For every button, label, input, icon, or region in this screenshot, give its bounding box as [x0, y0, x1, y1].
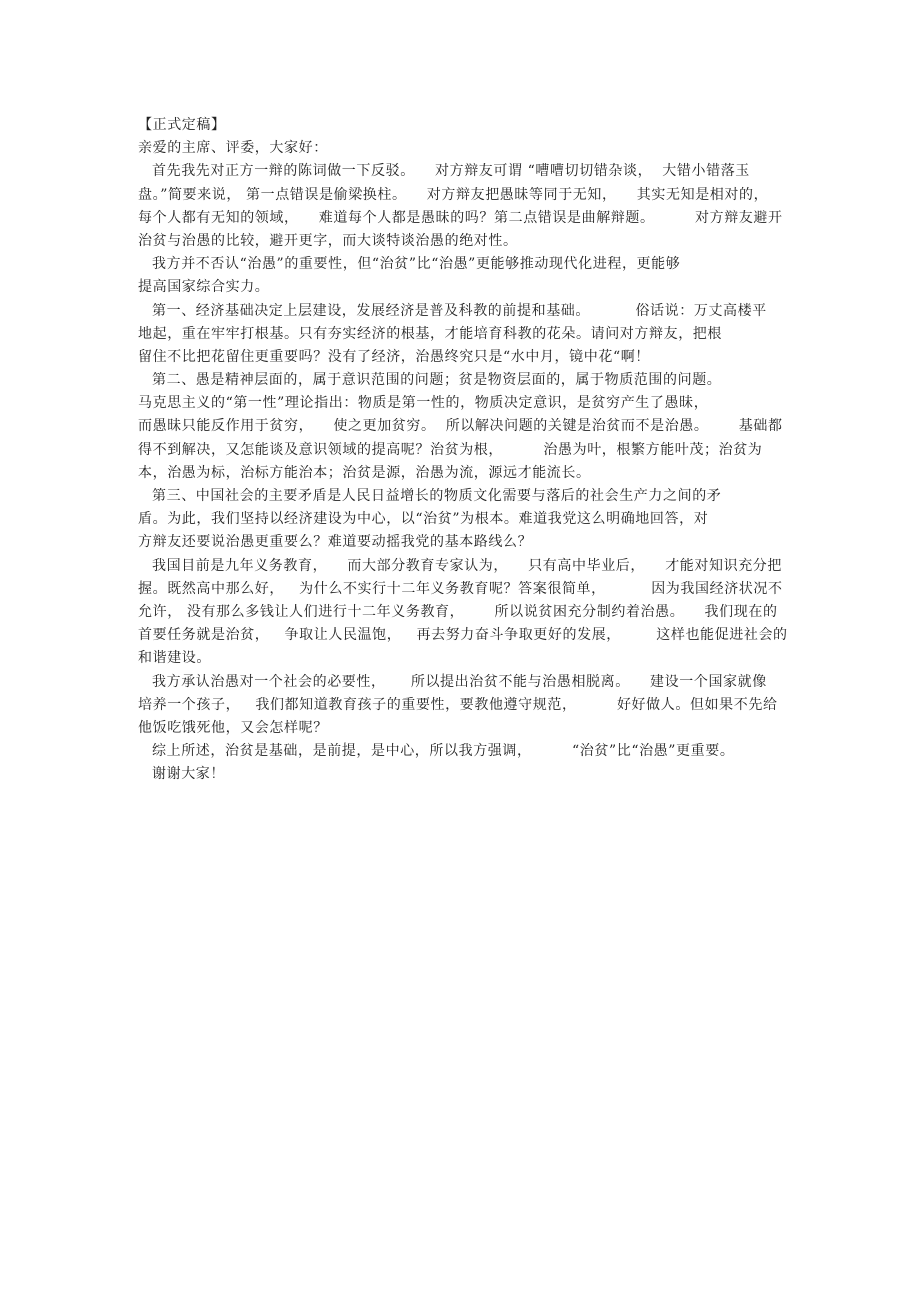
text-line: 而愚昧只能反作用于贫穷， 使之更加贫穷。 所以解决问题的关键是治贫而不是治愚。 基础都	[138, 418, 783, 435]
document-body	[138, 114, 788, 786]
text-line: 我方承认治愚对一个社会的必要性， 所以提出治贫不能与治愚相脱离。 建设一个国家就像	[152, 673, 767, 690]
paragraph-thesis	[138, 253, 788, 299]
text-line: 第三、中国社会的主要矛盾是人民日益增长的物质文化需要与落后的社会生产力之间的矛	[152, 488, 722, 504]
paragraph-point-three	[138, 485, 788, 555]
paragraph-rebuttal	[138, 160, 788, 253]
paragraph-concession	[138, 671, 788, 741]
text-line: 允许， 没有那么多钱让人们进行十二年义务教育， 所以说贫困充分制约着治愚。 我们现在的	[138, 603, 778, 620]
text-line: 握。既然高中那么好， 为什么不实行十二年义务教育呢？答案很简单， 因为我国经济状况不	[138, 580, 783, 597]
text-line: 方辩友还要说治愚更重要么？难道要动摇我党的基本路线么？	[138, 534, 533, 551]
text-line: 得不到解决，又怎能谈及意识领域的提高呢？治贫为根， 治愚为叶，根繁方能叶茂；治贫为	[138, 441, 763, 458]
text-line: 治贫与治愚的比较，避开更字，而大谈特谈治愚的绝对性。	[138, 232, 518, 249]
paragraph-conclusion	[138, 740, 788, 763]
text-line: 每个人都有无知的领域， 难道每个人都是愚昧的吗？第二点错误是曲解辩题。 对方辩友避开	[138, 209, 783, 226]
text-line: 首先我先对正方一辩的陈词做一下反驳。 对方辩友可谓 “嘈嘈切切错杂谈， 大错小错落玉	[152, 163, 750, 180]
text-line: 第一、经济基础决定上层建设，发展经济是普及科教的前提和基础。 俗话说：万丈高楼平	[152, 302, 767, 319]
text-line: 留住不比把花留住更重要吗？没有了经济，治愚终究只是“水中月，镜中花“啊！	[138, 348, 650, 365]
paragraph-education	[138, 555, 788, 671]
text-line: 马克思主义的“第一性”理论指出：物质是第一性的，物质决定意识，是贫穷产生了愚昧，	[138, 395, 709, 412]
salutation: 亲爱的主席、评委，大家好：	[138, 140, 328, 157]
document-heading: 【正式定稿】	[138, 117, 226, 133]
text-line: 我国目前是九年义务教育， 而大部分教育专家认为， 只有高中毕业后， 才能对知识充分把	[152, 557, 782, 574]
text-line: 培养一个孩子， 我们都知道教育孩子的重要性，要教他遵守规范， 好好做人。但如果不先给	[138, 696, 778, 713]
text-line: 和谐建设。	[138, 650, 211, 667]
text-line: 第二、愚是精神层面的，属于意识范围的问题；贫是物资层面的，属于物质范围的问题。	[152, 372, 722, 389]
closing-line: 谢谢大家！	[152, 766, 225, 783]
text-line: 本，治愚为标，治标方能治本；治贫是源，治愚为流，源远才能流长。	[138, 464, 591, 481]
paragraph-point-two	[138, 369, 788, 485]
paragraph-point-one	[138, 300, 788, 370]
text-line: 首要任务就是治贫， 争取让人民温饱， 再去努力奋斗争取更好的发展， 这样也能促进社会的	[138, 627, 788, 644]
text-line: 盾。为此，我们坚持以经济建设为中心，以“治贫”为根本。难道我党这么明确地回答，对	[138, 511, 709, 528]
text-line: 综上所述，治贫是基础，是前提，是中心，所以我方强调， “治贫”比“治愚”更重要。	[152, 743, 735, 760]
text-line: 提高国家综合实力。	[138, 279, 270, 296]
text-line: 他饭吃饿死他，又会怎样呢？	[138, 719, 328, 736]
text-line: 地起，重在牢牢打根基。只有夯实经济的根基，才能培育科教的花朵。请问对方辩友，把根	[138, 325, 722, 342]
text-line: 盘。”简要来说， 第一点错误是偷梁换柱。 对方辩友把愚昧等同于无知， 其实无知是相对的，	[138, 186, 769, 203]
paragraph-closing	[138, 763, 788, 786]
text-line: 我方并不否认“治愚”的重要性，但“治贫”比“治愚”更能够推动现代化进程，更能够	[152, 256, 681, 273]
